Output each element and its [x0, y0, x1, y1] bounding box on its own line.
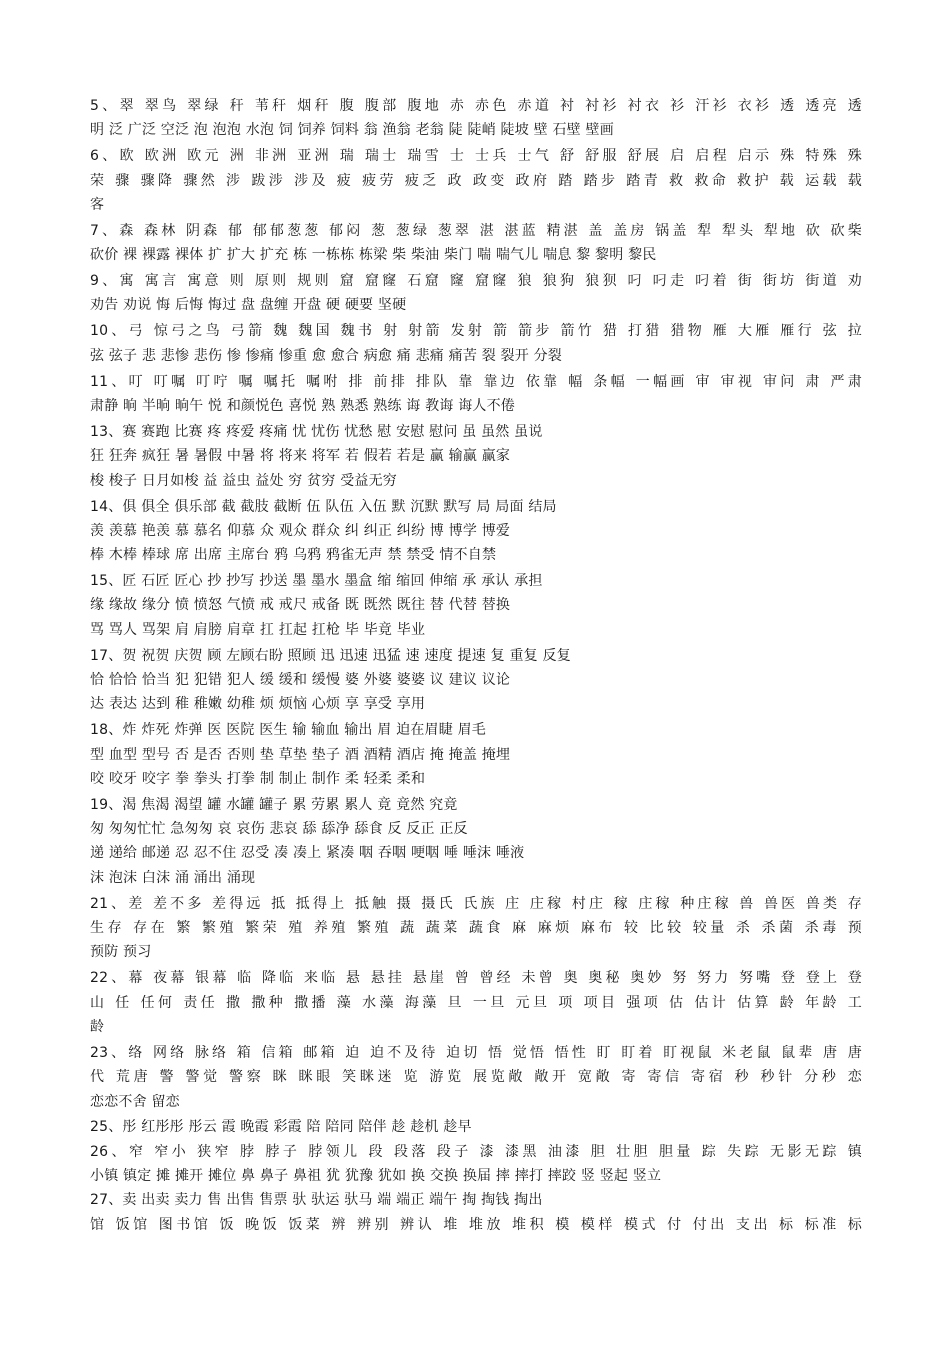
- text-line: 龄: [90, 1018, 105, 1035]
- text-line: 6、欧 欧洲 欧元 洲 非洲 亚洲 瑞 瑞士 瑞雪 士 士兵 士气 舒 舒服 舒展 启 启程 启示 殊 特殊 殊: [90, 148, 862, 165]
- text-line: 代 荒唐 警 警觉 警察 眯 眯眼 笑眯迷 览 游览 展览敞 敞开 宽敞 寄 寄信 寄宿 秒 秒针 分秒 恋: [90, 1069, 862, 1086]
- text-line: 梭 梭子 日月如梭 益 益虫 益处 穷 贫穷 受益无穷: [90, 472, 398, 489]
- text-line: 10、弓 惊弓之鸟 弓箭 魏 魏国 魏书 射 射箭 发射 箭 箭步 箭竹 猎 打猎 猎物 雁 大雁 雁行 弦 拉: [90, 323, 862, 340]
- text-line: 缘 缘故 缘分 愤 愤怒 气愤 戒 戒尺 戒备 既 既然 既往 替 代替 替换: [90, 597, 511, 614]
- text-line: 递 递给 邮递 忍 忍不住 忍受 凑 凑上 紧凑 咽 吞咽 哽咽 唾 唾沫 唾液: [90, 845, 525, 862]
- text-line: 7、森 森林 阴森 郁 郁郁葱葱 郁闷 葱 葱绿 葱翠 湛 湛蓝 精湛 盖 盖房 锅盖 犁 犁头 犁地 砍 砍柴: [90, 222, 862, 239]
- text-line: 砍价 裸 裸露 裸体 扩 扩大 扩充 栋 一栋栋 栋梁 柴 柴油 柴门 喘 喘气儿 喘息 黎 黎明 黎民: [90, 247, 657, 264]
- text-line: 明 泛 广泛 空泛 泡 泡泡 水泡 饲 饲养 饲料 翁 渔翁 老翁 陡 陡峭 陡坡 壁 石壁 壁画: [90, 122, 614, 139]
- text-line: 小镇 镇定 摊 摊开 摊位 鼻 鼻子 鼻祖 犹 犹豫 犹如 换 交换 换届 摔 摔打 摔跤 竖 竖起 竖立: [90, 1168, 662, 1185]
- text-line: 羡 羡慕 艳羡 慕 慕名 仰慕 众 观众 群众 纠 纠正 纠纷 博 博学 博爱: [90, 522, 511, 539]
- text-line: 客: [90, 196, 105, 213]
- text-line: 21、差 差不多 差得远 抵 抵得上 抵触 摄 摄氏 氏族 庄 庄稼 村庄 稼 庄稼 种庄稼 兽 兽医 兽类 存: [90, 895, 862, 912]
- text-line: 沫 泡沫 白沫 涌 涌出 涌现: [90, 869, 256, 886]
- text-line: 18、炸 炸死 炸弹 医 医院 医生 输 输血 输出 眉 迫在眉睫 眉毛: [90, 722, 486, 739]
- text-line: 生存 存在 繁 繁殖 繁荣 殖 养殖 繁殖 蔬 蔬菜 蔬食 麻 麻烦 麻布 较 比较 较量 杀 杀菌 杀毒 预: [90, 920, 862, 937]
- text-line: 咬 咬牙 咬字 拳 拳头 打拳 制 制止 制作 柔 轻柔 柔和: [90, 770, 426, 787]
- text-line: 弦 弦子 悲 悲惨 悲伤 惨 惨痛 惨重 愈 愈合 病愈 痛 悲痛 痛苦 裂 裂开 分裂: [90, 347, 563, 364]
- text-line: 肃静 晌 半晌 晌午 悦 和颜悦色 喜悦 熟 熟悉 熟练 诲 教诲 诲人不倦: [90, 398, 516, 414]
- text-line: 19、渴 焦渴 渴望 罐 水罐 罐子 累 劳累 累人 竟 竟然 究竟: [90, 796, 458, 813]
- text-line: 匆 匆匆忙忙 急匆匆 哀 哀伤 悲哀 舔 舔净 舔食 反 反正 正反: [90, 821, 468, 838]
- text-line: 达 表达 达到 稚 稚嫩 幼稚 烦 烦恼 心烦 享 享受 享用: [90, 696, 426, 713]
- text-line: 22、幕 夜幕 银幕 临 降临 来临 悬 悬挂 悬崖 曾 曾经 未曾 奥 奥秘 奥妙 努 努力 努嘴 登 登上 登: [90, 970, 862, 987]
- text-line: 23、络 网络 脉络 箱 信箱 邮箱 迫 迫不及待 迫切 悟 觉悟 悟性 盯 盯着 盯视鼠 米老鼠 鼠辈 唐 唐: [90, 1044, 862, 1061]
- text-line: 恰 恰恰 恰当 犯 犯错 犯人 缓 缓和 缓慢 婆 外婆 婆婆 议 建议 议论: [90, 672, 511, 689]
- text-line: 馆 饭馆 图书馆 饭 晚饭 饭菜 辨 辨别 辨认 堆 堆放 堆积 模 模样 模式 付 付出 支出 标 标准 标: [90, 1216, 862, 1233]
- text-line: 骂 骂人 骂架 肩 肩膀 肩章 扛 扛起 扛枪 毕 毕竟 毕业: [90, 621, 426, 638]
- text-line: 棒 木棒 棒球 席 出席 主席台 鸦 乌鸦 鸦雀无声 禁 禁受 情不自禁: [90, 547, 497, 564]
- text-line: 26、窄 窄小 狭窄 脖 脖子 脖领儿 段 段落 段子 漆 漆黑 油漆 胆 壮胆 胆量 踪 失踪 无影无踪 镇: [90, 1143, 862, 1160]
- document-page: [90, 94, 862, 1237]
- text-line: 荣 骤 骤降 骤然 涉 跋涉 涉及 疲 疲劳 疲乏 政 政变 政府 踏 踏步 踏青 救 救命 救护 载 运载 载: [90, 172, 862, 189]
- text-line: 预防 预习: [90, 944, 152, 961]
- text-line: 14、俱 俱全 俱乐部 截 截肢 截断 伍 队伍 入伍 默 沉默 默写 局 局面 结局: [90, 498, 557, 515]
- text-line: 25、彤 红彤彤 彤云 霞 晚霞 彩霞 陪 陪同 陪伴 趁 趁机 趁早: [90, 1119, 472, 1136]
- text-line: 13、赛 赛跑 比赛 疼 疼爱 疼痛 忧 忧伤 忧愁 慰 安慰 慰问 虽 虽然 虽说: [90, 423, 543, 440]
- text-line: 15、匠 石匠 匠心 抄 抄写 抄送 墨 墨水 墨盒 缩 缩回 伸缩 承 承认 承担: [90, 573, 543, 590]
- text-line: 11、叮 叮嘱 叮咛 嘱 嘱托 嘱咐 排 前排 排队 靠 靠边 依靠 幅 条幅 一幅画 审 审视 审问 肃 严肃: [90, 373, 862, 390]
- text-line: 5、翠 翠鸟 翠绿 秆 苇秆 烟秆 腹 腹部 腹地 赤 赤色 赤道 衬 衬衫 衬衣 衫 汗衫 衣衫 透 透亮 透: [90, 98, 862, 114]
- text-line: 劝告 劝说 悔 后悔 悔过 盘 盘缠 开盘 硬 硬要 坚硬: [90, 297, 407, 314]
- text-line: 型 血型 型号 否 是否 否则 垫 草垫 垫子 酒 酒精 酒店 掩 掩盖 掩埋: [90, 746, 511, 763]
- text-line: 狂 狂奔 疯狂 暑 暑假 中暑 将 将来 将军 若 假若 若是 赢 输赢 赢家: [90, 448, 511, 465]
- text-line: 27、卖 出卖 卖力 售 出售 售票 驮 驮运 驮马 端 端正 端午 掏 掏钱 掏出: [90, 1192, 543, 1209]
- text-line: 9、寓 寓言 寓意 则 原则 规则 窟 窟窿 石窟 窿 窟窿 狼 狼狗 狼狈 叼 叼走 叼着 街 街坊 街道 劝: [90, 273, 862, 290]
- text-line: 恋恋不舍 留恋: [90, 1093, 180, 1110]
- text-line: 山 任 任何 责任 撒 撒种 撒播 藻 水藻 海藻 旦 一旦 元旦 项 项目 强项 估 估计 估算 龄 年龄 工: [90, 994, 862, 1011]
- text-line: 17、贺 祝贺 庆贺 顾 左顾右盼 照顾 迅 迅速 迅猛 速 速度 提速 复 重复 反复: [90, 647, 571, 664]
